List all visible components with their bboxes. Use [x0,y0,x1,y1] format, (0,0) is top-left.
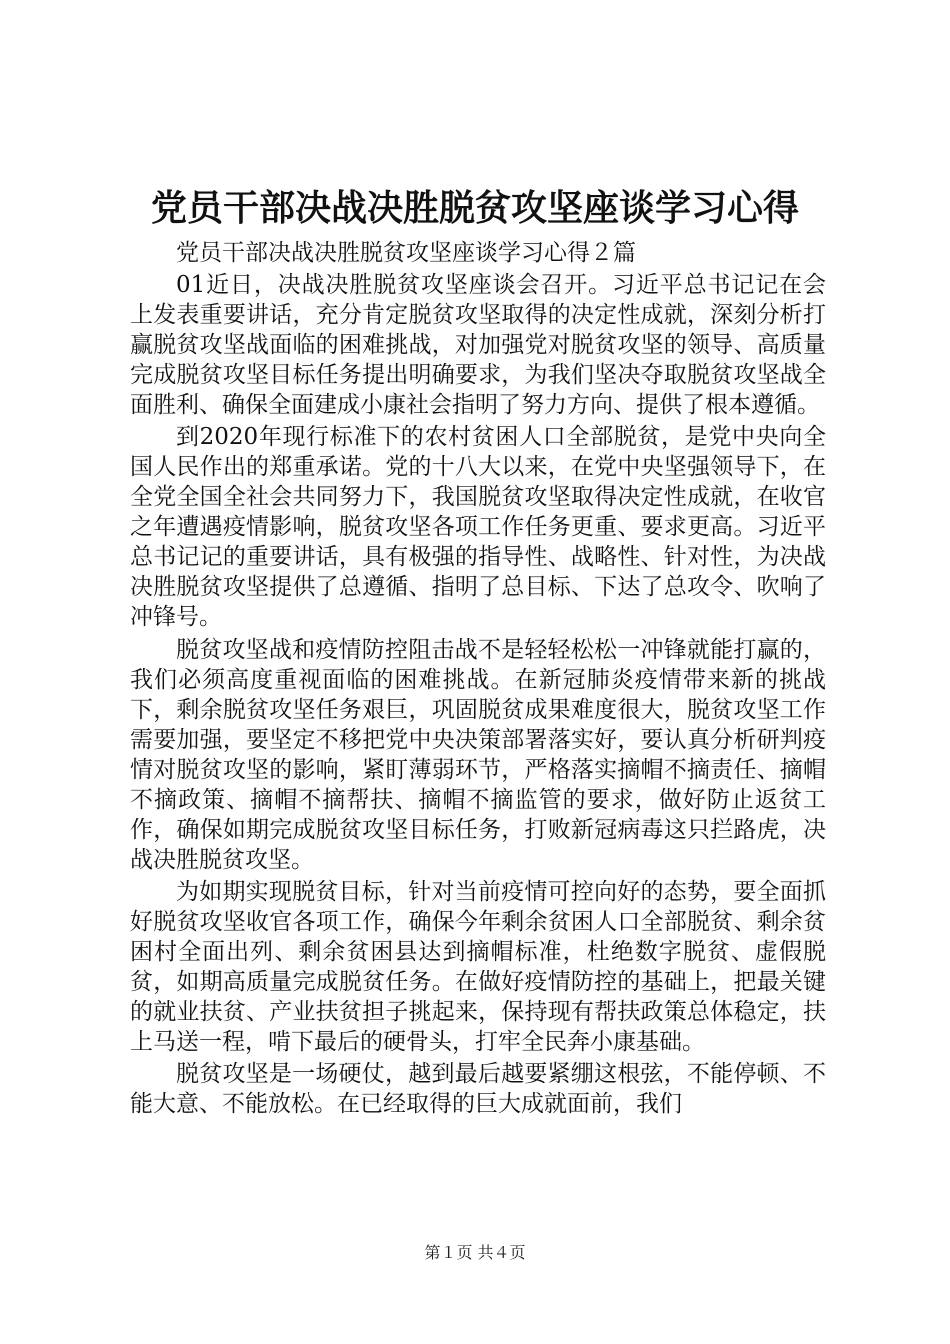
body-paragraph-2: 到2020年现行标准下的农村贫困人口全部脱贫，是党中央向全国人民作出的郑重承诺。党的十八大以来，在党中央坚强领导下，在全党全国全社会共同努力下，我国脱贫攻坚取得决定性成就，在收官之年遭遇疫情影响，脱贫攻坚各项工作任务更重、要求更高。习近平总书记记的重要讲话，具有极强的指导性、战略性、针对性，为决战决胜脱贫攻坚提供了总遵循、指明了总目标、下达了总攻令、吹响了冲锋号。 [130,424,826,631]
body-paragraph-5: 脱贫攻坚是一场硬仗，越到最后越要紧绷这根弦，不能停顿、不能大意、不能放松。在已经取得的巨大成就面前，我们 [130,1060,826,1117]
body-paragraph-1: 01近日，决战决胜脱贫攻坚座谈会召开。习近平总书记记在会上发表重要讲话，充分肯定脱贫攻坚取得的决定性成就，深刻分析打赢脱贫攻坚战面临的困难挑战，对加强党对脱贫攻坚的领导、高质量完成脱贫攻坚目标任务提出明确要求，为我们坚决夺取脱贫攻坚战全面胜利、确保全面建成小康社会指明了努力方向、提供了根本遵循。 [130,272,826,419]
body-paragraph-3: 脱贫攻坚战和疫情防控阻击战不是轻轻松松一冲锋就能打赢的，我们必须高度重视面临的困难挑战。在新冠肺炎疫情带来新的挑战下，剩余脱贫攻坚任务艰巨，巩固脱贫成果难度很大，脱贫攻坚工作需要加强，要坚定不移把党中央决策部署落实好，要认真分析研判疫情对脱贫攻坚的影响，紧盯薄弱环节，严格落实摘帽不摘责任、摘帽不摘政策、摘帽不摘帮扶、摘帽不摘监管的要求，做好防止返贫工作，确保如期完成脱贫攻坚目标任务，打败新冠病毒这只拦路虎，决战决胜脱贫攻坚。 [130,636,826,873]
document-title: 党员干部决战决胜脱贫攻坚座谈学习心得 [150,187,799,229]
subtitle-paragraph: 党员干部决战决胜脱贫攻坚座谈学习心得２篇 [176,240,636,266]
page-number-footer: 第１页 共４页 [424,1243,526,1262]
document-body [130,238,826,1121]
body-paragraph-4: 为如期实现脱贫目标，针对当前疫情可控向好的态势，要全面抓好脱贫攻坚收官各项工作，确保今年剩余贫困人口全部脱贫、剩余贫困村全面出列、剩余贫困县达到摘帽标准，杜绝数字脱贫、虚假脱贫，如期高质量完成脱贫任务。在做好疫情防控的基础上，把最关键的就业扶贫、产业扶贫担子挑起来，保持现有帮扶政策总体稳定，扶上马送一程，啃下最后的硬骨头，打牢全民奔小康基础。 [130,878,826,1055]
